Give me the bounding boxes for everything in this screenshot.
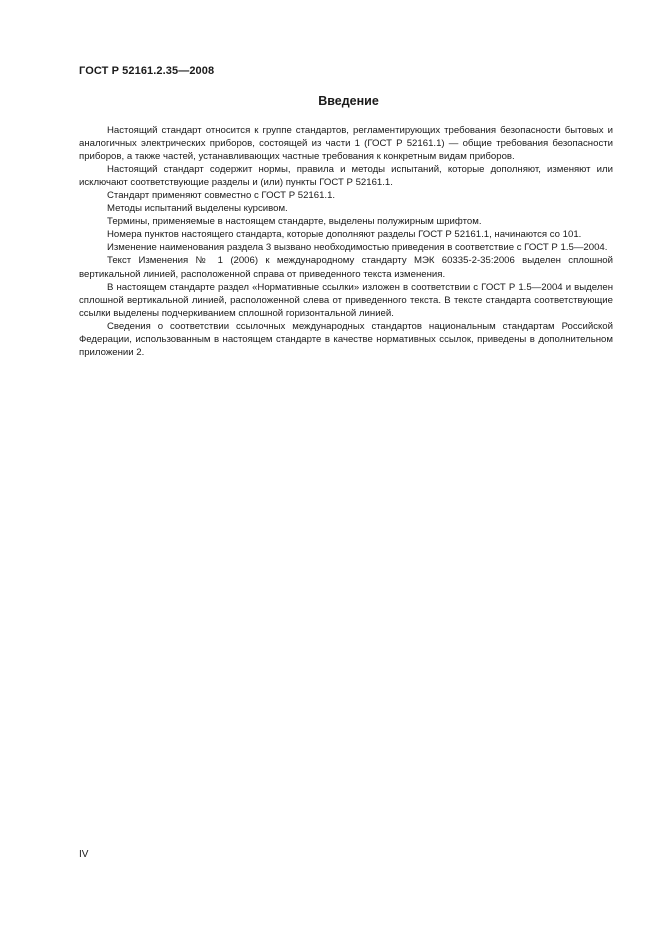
document-header: ГОСТ Р 52161.2.35—2008 — [79, 65, 215, 77]
paragraph: Изменение наименования раздела 3 вызвано необходимостью приведения в соответствие с ГОСТ Р 1.5—2004. — [107, 242, 608, 254]
paragraph: Текст Изменения № 1 (2006) к международному стандарту МЭК 60335-2-35:2006 выделен сплошной вертикальной линией, расположенной справа от приведенного текста изменения. — [79, 255, 613, 280]
paragraph: Методы испытаний выделены курсивом. — [107, 203, 288, 215]
section-title: Введение — [318, 94, 379, 108]
paragraph: Стандарт применяют совместно с ГОСТ Р 52161.1. — [107, 190, 336, 202]
paragraph: Термины, применяемые в настоящем стандарте, выделены полужирным шрифтом. — [107, 216, 482, 228]
paragraph: Сведения о соответствии ссылочных международных стандартов национальным стандартам Российской Федерации, использованным в настоящем стандарте в качестве нормативных ссылок, приведены в дополнительном приложении 2. — [79, 320, 613, 358]
paragraph: Номера пунктов настоящего стандарта, которые дополняют разделы ГОСТ Р 52161.1, начинаются со 101. — [107, 229, 582, 241]
introduction-body — [79, 124, 613, 359]
paragraph: Настоящий стандарт содержит нормы, правила и методы испытаний, которые дополняют, изменяют или исключают соответствующие разделы и (или) пункты ГОСТ Р 52161.1. — [79, 164, 613, 189]
page-number: IV — [79, 849, 89, 860]
paragraph: Настоящий стандарт относится к группе стандартов, регламентирующих требования безопасности бытовых и аналогичных электрических приборов, состоящей из части 1 (ГОСТ Р 52161.1) — общие требования безопасности приборов, а также частей, устанавливающих частные требования к конкретным видам приборов. — [79, 125, 613, 163]
paragraph: В настоящем стандарте раздел «Нормативные ссылки» изложен в соответствии с ГОСТ Р 1.5—2004 и выделен сплошной вертикальной линией, расположенной слева от приведенного текста. В тексте стандарта соответствующие ссылки выделены подчеркиванием сплошной горизонтальной линией. — [79, 281, 613, 319]
